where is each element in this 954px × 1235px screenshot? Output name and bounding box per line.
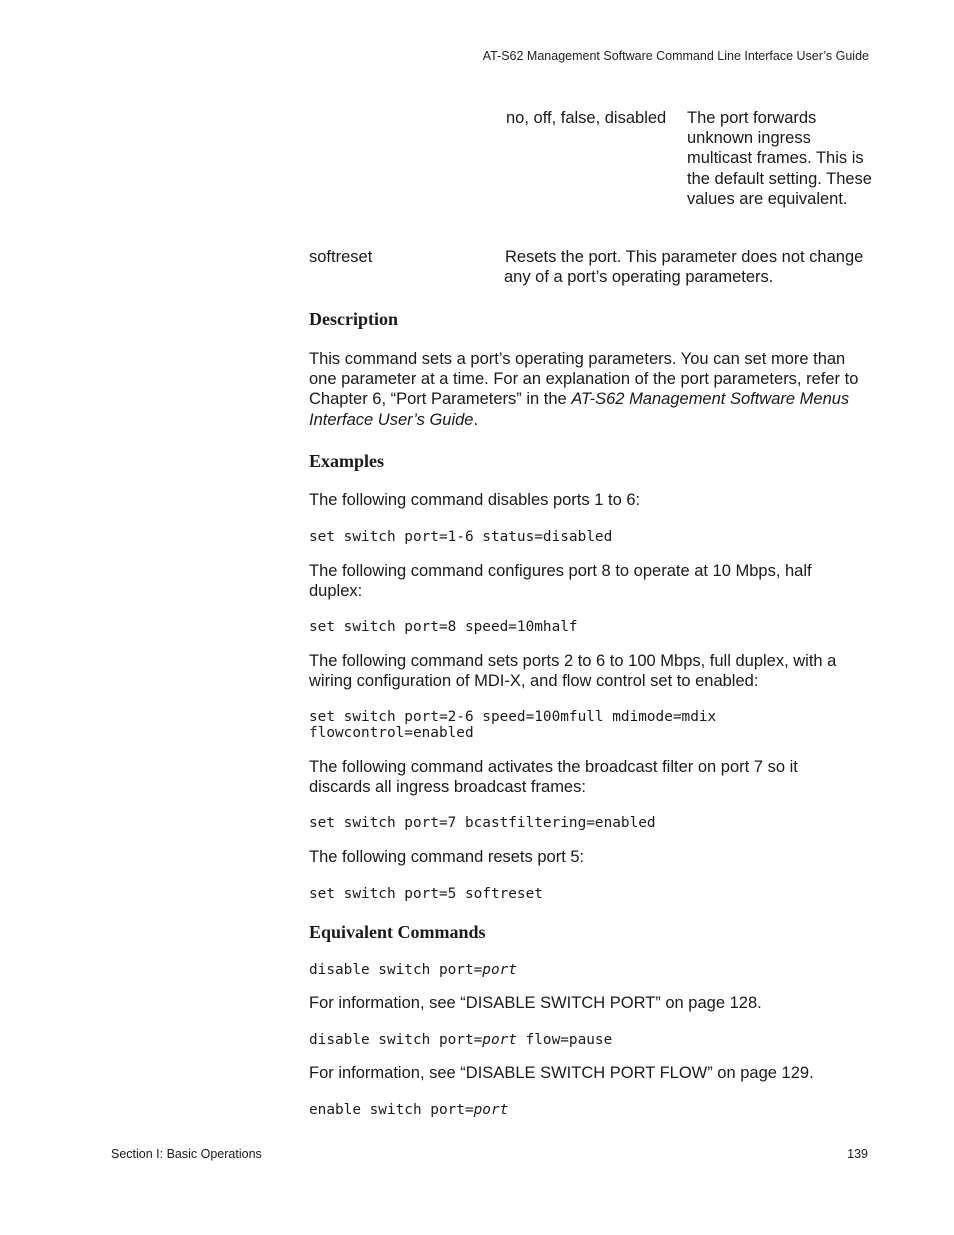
- example-code: set switch port=1-6 status=disabled: [309, 529, 613, 545]
- equivalent-command: enable switch port=port: [309, 1102, 509, 1118]
- port-variable: port: [473, 1102, 509, 1118]
- description-heading: Description: [309, 309, 398, 329]
- equivalent-info: For information, see “DISABLE SWITCH PORT” on page 128.: [309, 994, 762, 1012]
- page-header-title: AT-S62 Management Software Command Line Interface User’s Guide: [482, 49, 869, 63]
- example-text: The following command configures port 8 to operate at 10 Mbps, half duplex:: [309, 562, 812, 601]
- param-name: softreset: [309, 248, 373, 266]
- equivalent-info: For information, see “DISABLE SWITCH PORT FLOW” on page 129.: [309, 1064, 814, 1082]
- equivalent-command: disable switch port=port: [309, 962, 517, 978]
- param-description: Resets the port. This parameter does not change any of a port’s operating parameters.: [504, 248, 864, 287]
- example-code: set switch port=7 bcastfiltering=enabled: [309, 815, 656, 831]
- example-code: set switch port=5 softreset: [309, 886, 543, 902]
- equivalent-commands-heading: Equivalent Commands: [309, 922, 486, 942]
- param-value-description: The port forwards unknown ingress multicast frames. This is the default setting. These values are equivalent.: [687, 109, 872, 208]
- example-text: The following command activates the broadcast filter on port 7 so it discards all ingress broadcast frames:: [309, 758, 798, 797]
- example-code-continuation: flowcontrol=enabled: [309, 725, 474, 741]
- example-code: set switch port=2-6 speed=100mfull mdimode=mdix: [309, 709, 717, 725]
- equivalent-command: disable switch port=port flow=pause: [309, 1032, 613, 1048]
- port-variable: port: [482, 962, 517, 978]
- description-text-end: .: [473, 410, 479, 429]
- example-text: The following command disables ports 1 to 6:: [309, 491, 641, 509]
- param-value: no, off, false, disabled: [506, 109, 667, 127]
- port-variable: port: [482, 1032, 517, 1048]
- example-text: The following command resets port 5:: [309, 848, 585, 866]
- description-text: This command sets a port’s operating parameters. You can set more than one parameter at a time. For an explanation of the port parameters, refer to Chapter 6, “Port Parameters” in the: [309, 350, 859, 409]
- footer-section: Section I: Basic Operations: [111, 1147, 262, 1161]
- examples-heading: Examples: [309, 451, 385, 471]
- footer-page-number: 139: [847, 1147, 868, 1161]
- description-paragraph: [309, 349, 869, 430]
- example-code: set switch port=8 speed=10mhalf: [309, 619, 578, 635]
- guide-title: AT-S62 Management Software Menus Interface User’s Guide: [309, 390, 850, 429]
- example-text: The following command sets ports 2 to 6 to 100 Mbps, full duplex, with a wiring configuration of MDI-X, and flow control set to enabled:: [309, 652, 837, 691]
